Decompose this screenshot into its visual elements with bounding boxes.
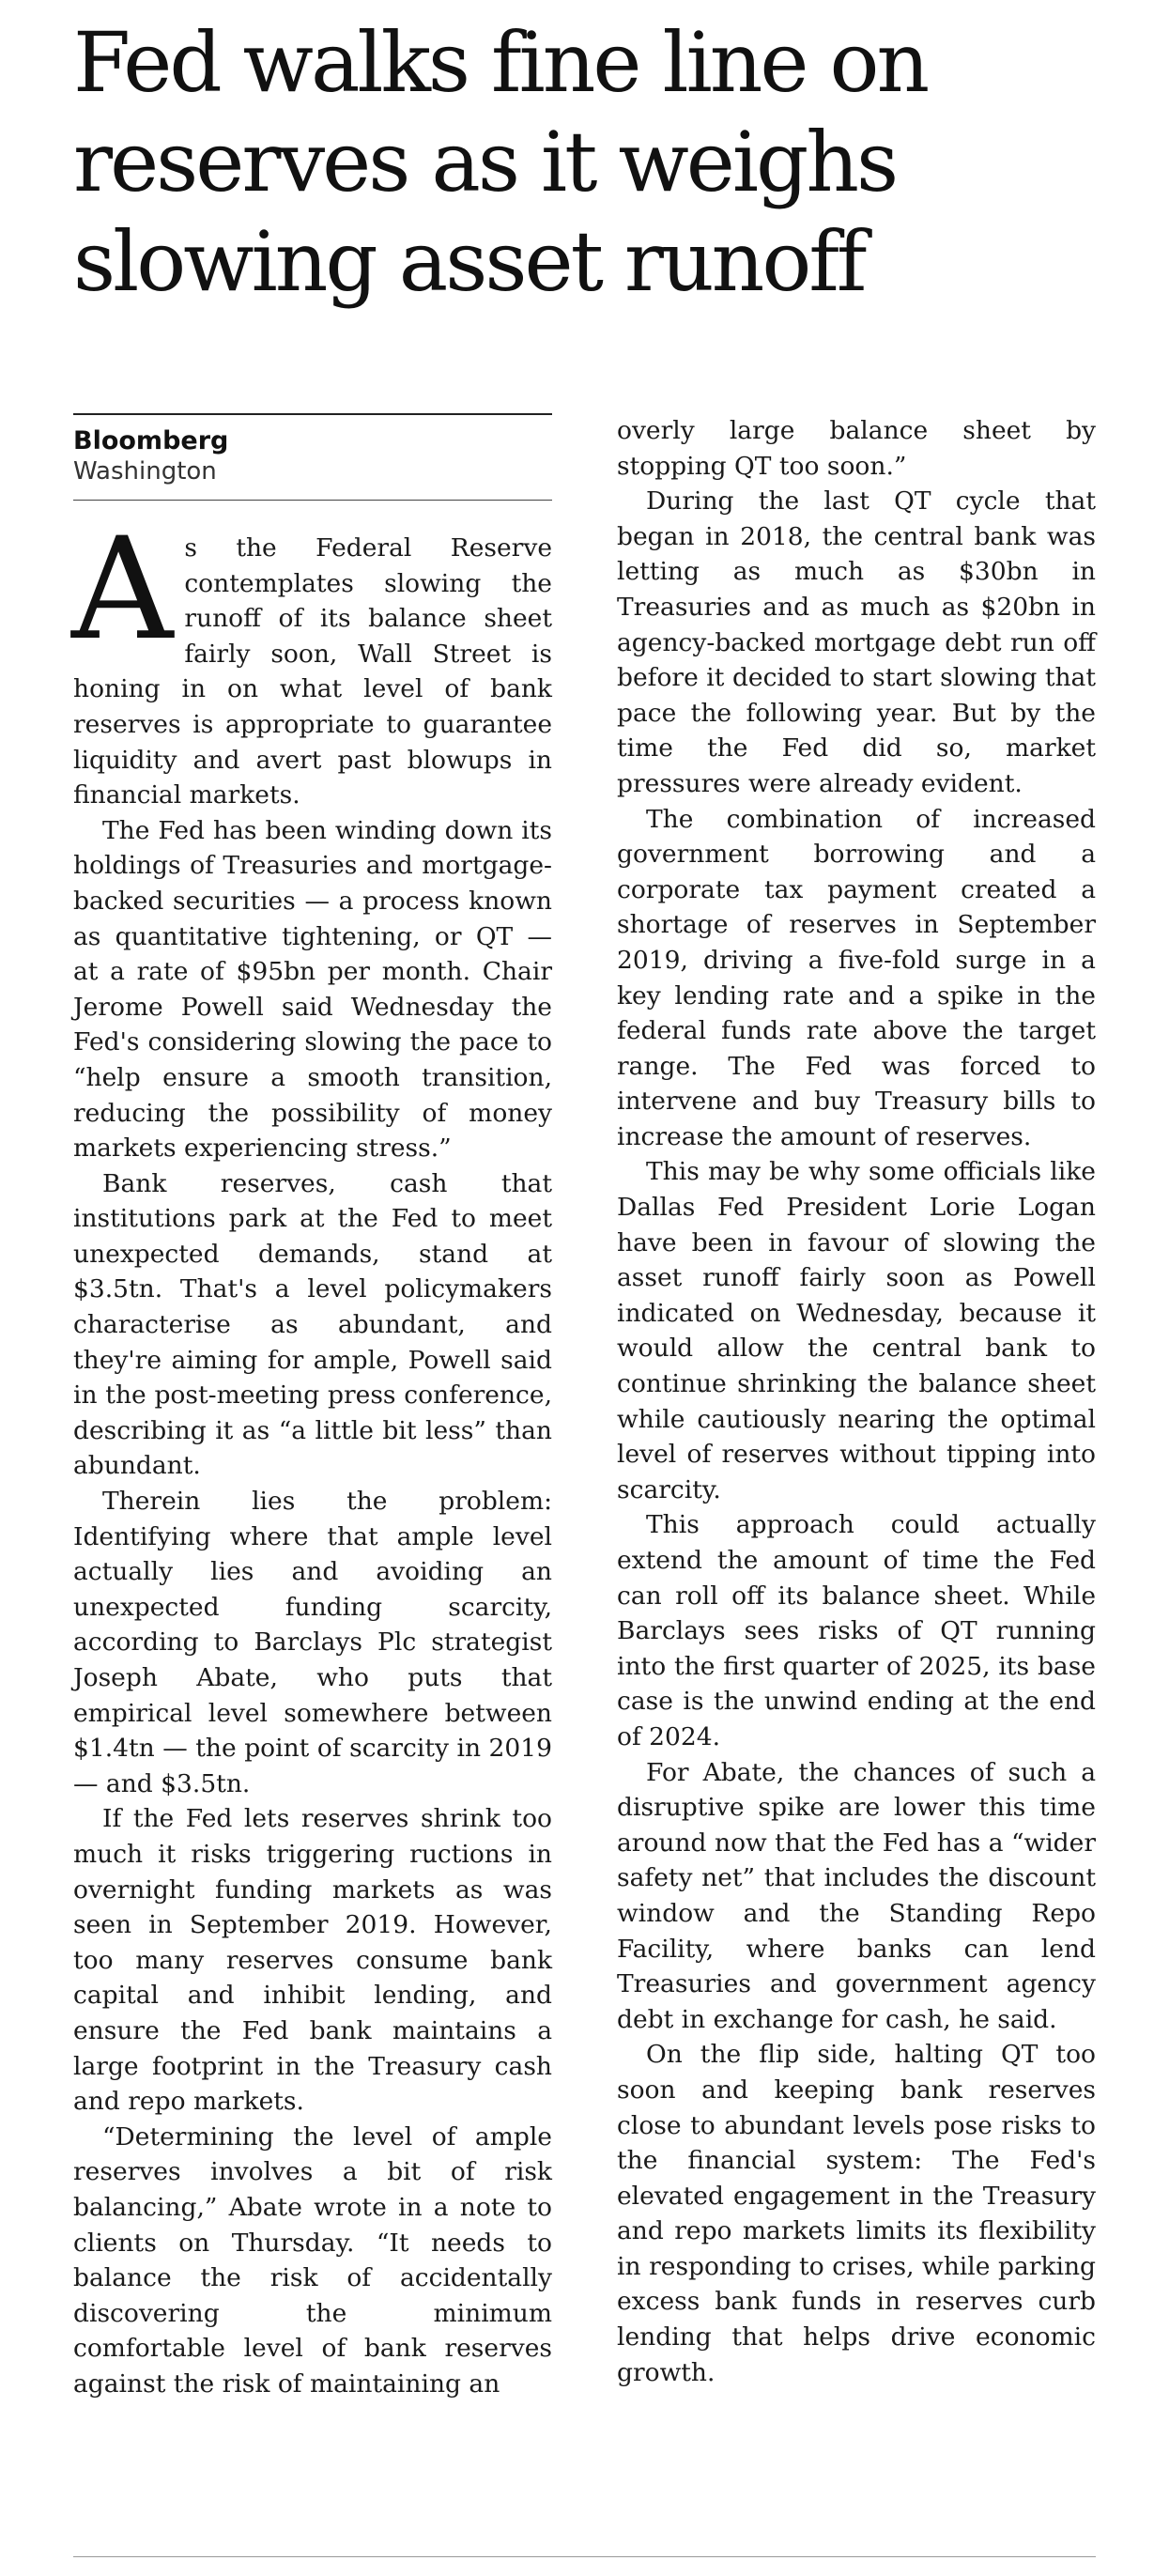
paragraph: Bank reserves, cash that institutions park at the Fed to meet unexpected demands, stand at $3.5tn. That's a level policymakers characterise as abundant, and they're aiming for ample, Powell said in the post-meeting press conference, describing it as “a little bit less” than abundant. <box>73 1168 552 1481</box>
paragraph: The Fed has been winding down its holdings of Treasuries and mortgage-backed securities — a process known as quantitative tightening, or QT — at a rate of $95bn per month. Chair Jerome Powell said Wednesday the Fed's considering slowing the pace to “help ensure a smooth transition, reducing the possibility of money markets experiencing stress.” <box>73 815 552 1164</box>
paragraph <box>71 508 552 813</box>
paragraph: Therein lies the problem: Identifying where that ample level actually lies and avoiding an unexpected funding scarcity, according to Barclays Plc strategist Joseph Abate, who puts that empirical level somewhere between $1.4tn — the point of scarcity in 2019 — and $3.5tn. <box>73 1487 552 1798</box>
paragraph-text: s the Federal Reserve contemplates slowing the runoff of its balance sheet fairly soon, Wall Street is honing in on what level of bank reserves is appropriate to guarantee liquidity and avert past blowups in financial markets. <box>73 533 552 810</box>
paragraph: This may be why some officials like Dallas Fed President Lorie Logan have been in favour of slowing the asset runoff fairly soon as Powell indicated on Wednesday, because it would allow the central bank to continue shrinking the balance sheet while cautiously nearing the optimal level of reserves without tipping into scarcity. <box>617 1157 1096 1504</box>
paragraph: On the flip side, halting QT too soon and keeping bank reserves close to abundant levels pose risks to the financial system: The Fed's elevated engagement in the Treasury and repo markets limits its flexibility in responding to crises, while parking excess bank funds in reserves curb lending that helps drive economic growth. <box>617 2040 1096 2387</box>
paragraph: “Determining the level of ample reserves involves a bit of risk balancing,” Abate wrote in a note to clients on Thursday. “It needs to balance the risk of accidentally discovering the minimum comfortable level of bank reserves against the risk of maintaining an <box>73 2121 552 2399</box>
column-left <box>73 413 552 2401</box>
drop-cap: A <box>71 508 174 671</box>
paragraph: For Abate, the chances of such a disruptive spike are lower this time around now that the Fed has a “wider safety net” that includes the discount window and the Standing Repo Facility, where banks can lend Treasuries and government agency debt in exchange for cash, he said. <box>617 1757 1096 2034</box>
byline-source: Bloomberg <box>73 426 229 455</box>
paragraph: If the Fed lets reserves shrink too much it risks triggering ructions in overnight funding markets as was seen in September 2019. However, too many reserves consume bank capital and inhibit lending, and ensure the Fed bank maintains a large footprint in the Treasury cash and repo markets. <box>73 1804 552 2117</box>
headline: Fed walks fine line on reserves as it weighs slowing asset runoff <box>73 14 928 310</box>
article-body <box>73 413 1096 2401</box>
byline-dateline: Washington <box>73 457 217 486</box>
bottom-divider <box>73 2556 1096 2557</box>
byline <box>73 413 552 501</box>
paragraph: The combination of increased government borrowing and a corporate tax payment created a shortage of reserves in September 2019, driving a five-fold surge in a key lending rate and a spike in the federal funds rate above the target range. The Fed was forced to intervene and buy Treasury bills to increase the amount of reserves. <box>617 804 1096 1151</box>
column-right <box>617 413 1096 2401</box>
paragraph: During the last QT cycle that began in 2018, the central bank was letting as much as $30bn in Treasuries and as much as $20bn in agency-backed mortgage debt run off before it decided to start slowing that pace the following year. But by the time the Fed did so, market pressures were already evident. <box>617 486 1096 798</box>
paragraph: overly large balance sheet by stopping QT too soon.” <box>617 416 1096 481</box>
paragraph: This approach could actually extend the amount of time the Fed can roll off its balance sheet. While Barclays sees risks of QT running into the first quarter of 2025, its base case is the unwind ending at the end of 2024. <box>617 1510 1096 1751</box>
